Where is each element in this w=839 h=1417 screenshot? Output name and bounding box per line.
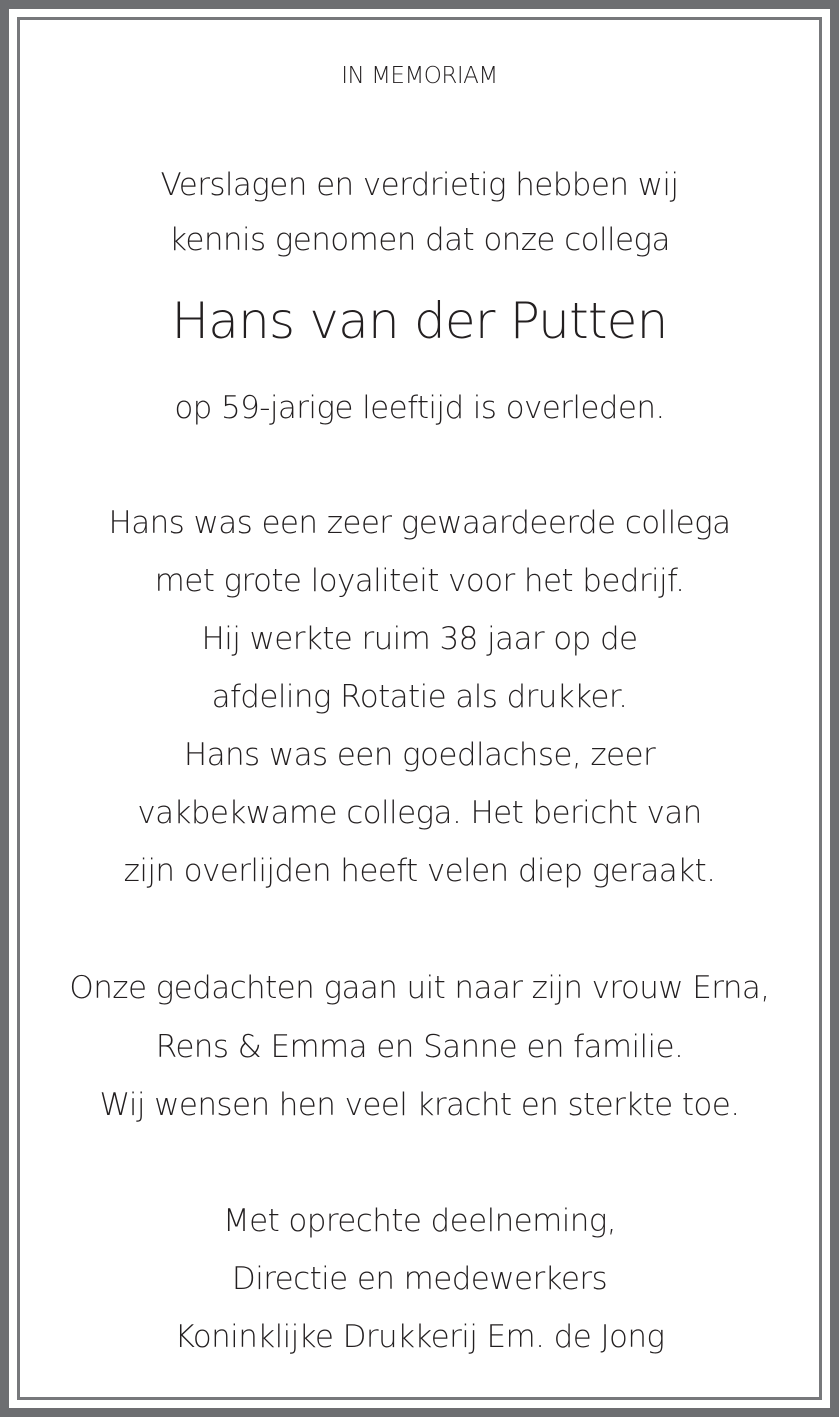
condolence-line-1: Onze gedachten gaan uit naar zijn vrouw Erna, [69,970,770,1006]
tribute-line-3: Hij werkte ruim 38 jaar op de [201,621,638,657]
tribute-line-2: met grote loyaliteit voor het bedrijf. [154,563,685,599]
condolence-line-2: Rens & Emma en Sanne en familie. [155,1029,684,1065]
tribute-line-5: Hans was een goedlachse, zeer [183,737,656,773]
notice-heading: IN MEMORIAM [341,63,498,89]
tribute-line-6: vakbekwame collega. Het bericht van [137,795,702,831]
signature-line-3: Koninklijke Drukkerij Em. de Jong [174,1319,665,1355]
condolence-line-3: Wij wensen hen veel kracht en sterkte toe. [99,1087,740,1123]
signature-line-2: Directie en medewerkers [231,1261,608,1297]
tribute-line-1: Hans was een zeer gewaardeerde collega [108,505,731,541]
tribute-line-4: afdeling Rotatie als drukker. [211,679,628,715]
signature-line-1: Met oprechte deelneming, [222,1203,617,1239]
deceased-name: Hans van der Putten [171,292,668,350]
age-line: op 59-jarige leeftijd is overleden. [174,390,665,426]
intro-line-2: kennis genomen dat onze collega [169,222,670,258]
intro-line-1: Verslagen en verdrietig hebben wij [160,167,679,203]
tribute-line-7: zijn overlijden heeft velen diep geraakt. [123,853,716,889]
